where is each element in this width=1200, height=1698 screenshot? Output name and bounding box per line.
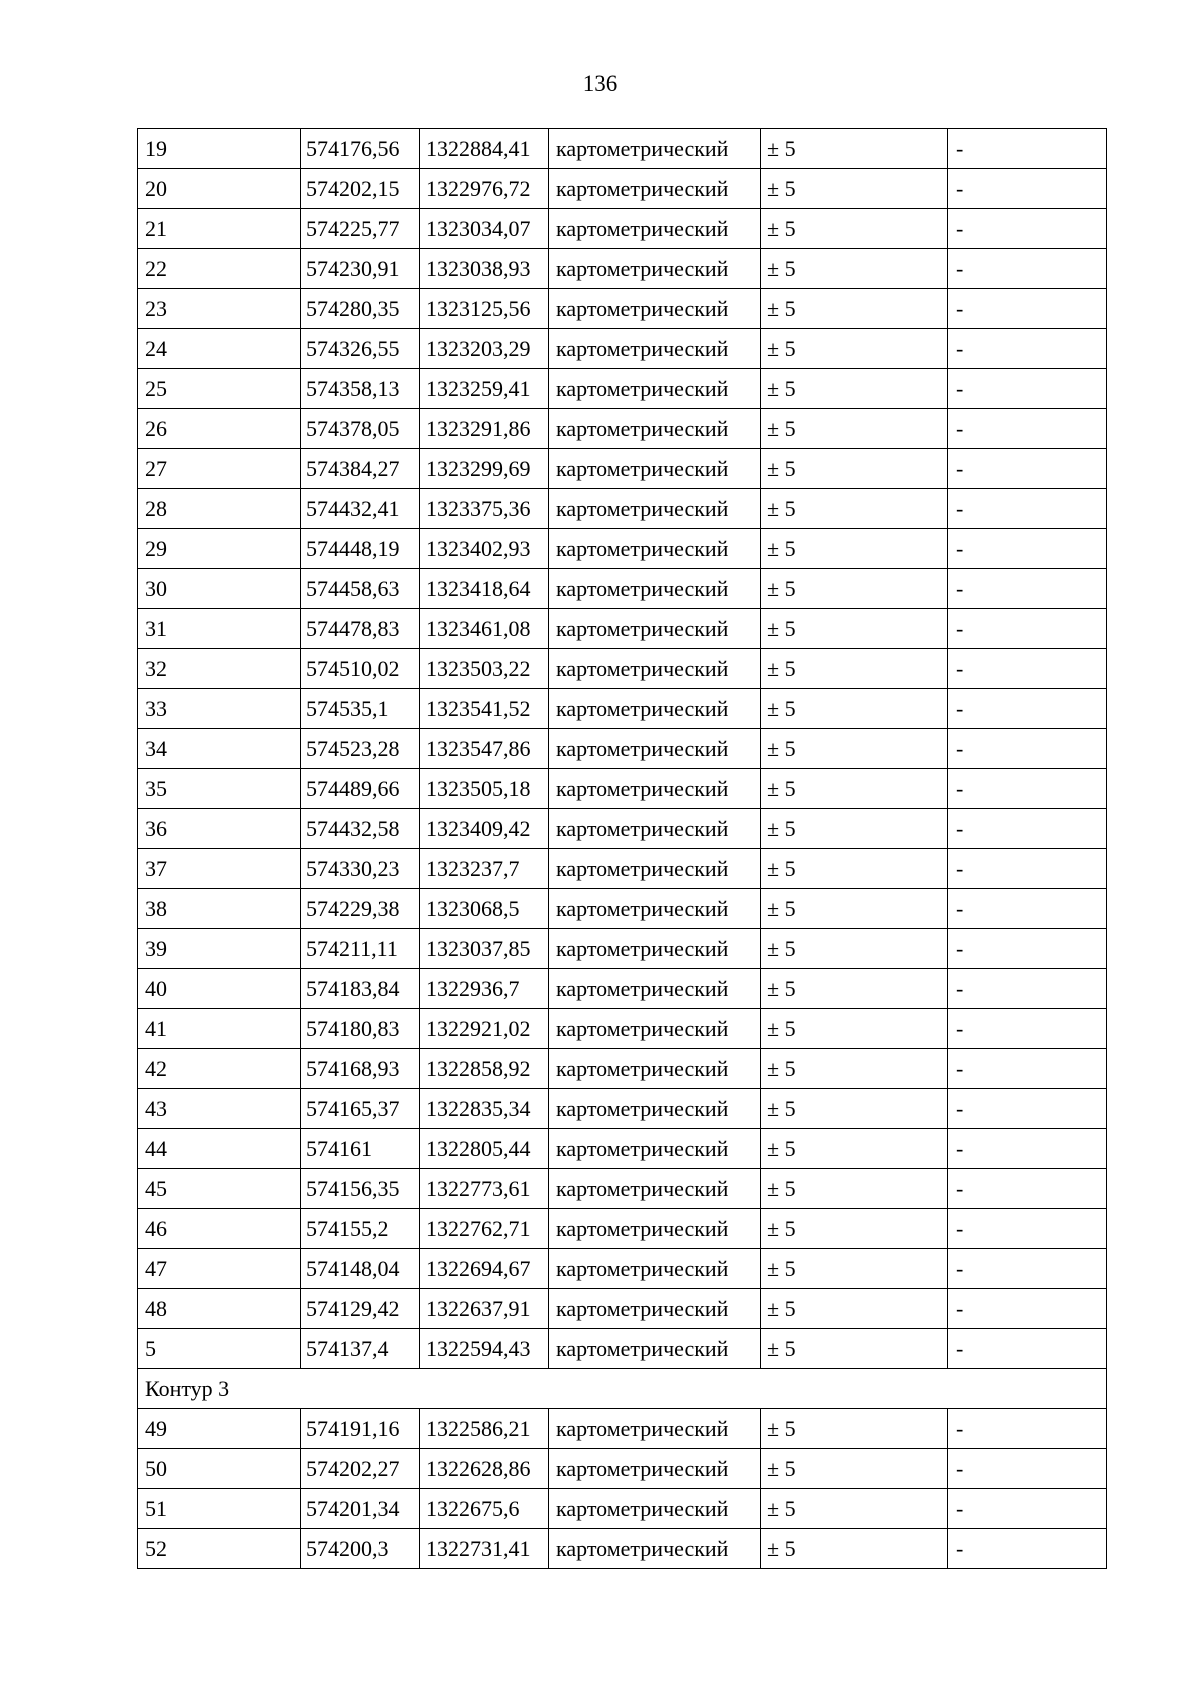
y-coordinate-cell: 1323038,93 xyxy=(420,249,549,289)
method-cell: картометрический xyxy=(549,809,761,849)
x-coordinate-cell: 574176,56 xyxy=(301,129,420,169)
method-cell: картометрический xyxy=(549,889,761,929)
point-number-cell: 36 xyxy=(138,809,301,849)
table-row xyxy=(138,169,1107,209)
y-coordinate-cell: 1323068,5 xyxy=(420,889,549,929)
note-cell: - xyxy=(948,1089,1107,1129)
x-coordinate-cell: 574168,93 xyxy=(301,1049,420,1089)
point-number-cell: 45 xyxy=(138,1169,301,1209)
table-row xyxy=(138,849,1107,889)
point-number-cell: 21 xyxy=(138,209,301,249)
note-cell: - xyxy=(948,129,1107,169)
table-row xyxy=(138,329,1107,369)
accuracy-cell: ± 5 xyxy=(761,1329,948,1369)
table-row xyxy=(138,1089,1107,1129)
method-cell: картометрический xyxy=(549,1209,761,1249)
y-coordinate-cell: 1323547,86 xyxy=(420,729,549,769)
y-coordinate-cell: 1323125,56 xyxy=(420,289,549,329)
table-row xyxy=(138,609,1107,649)
table-row xyxy=(138,1129,1107,1169)
method-cell: картометрический xyxy=(549,1329,761,1369)
y-coordinate-cell: 1322762,71 xyxy=(420,1209,549,1249)
note-cell: - xyxy=(948,1209,1107,1249)
accuracy-cell: ± 5 xyxy=(761,249,948,289)
note-cell: - xyxy=(948,609,1107,649)
x-coordinate-cell: 574432,58 xyxy=(301,809,420,849)
y-coordinate-cell: 1323402,93 xyxy=(420,529,549,569)
x-coordinate-cell: 574180,83 xyxy=(301,1009,420,1049)
point-number-cell: 37 xyxy=(138,849,301,889)
accuracy-cell: ± 5 xyxy=(761,1289,948,1329)
accuracy-cell: ± 5 xyxy=(761,1169,948,1209)
x-coordinate-cell: 574201,34 xyxy=(301,1489,420,1529)
table-row xyxy=(138,1529,1107,1569)
accuracy-cell: ± 5 xyxy=(761,1049,948,1089)
method-cell: картометрический xyxy=(549,249,761,289)
table-row xyxy=(138,1449,1107,1489)
note-cell: - xyxy=(948,1129,1107,1169)
x-coordinate-cell: 574280,35 xyxy=(301,289,420,329)
y-coordinate-cell: 1322835,34 xyxy=(420,1089,549,1129)
point-number-cell: 34 xyxy=(138,729,301,769)
accuracy-cell: ± 5 xyxy=(761,409,948,449)
method-cell: картометрический xyxy=(549,769,761,809)
table-row xyxy=(138,1249,1107,1289)
y-coordinate-cell: 1323291,86 xyxy=(420,409,549,449)
note-cell: - xyxy=(948,969,1107,1009)
point-number-cell: 43 xyxy=(138,1089,301,1129)
point-number-cell: 42 xyxy=(138,1049,301,1089)
x-coordinate-cell: 574155,2 xyxy=(301,1209,420,1249)
note-cell: - xyxy=(948,1489,1107,1529)
table-row xyxy=(138,1169,1107,1209)
method-cell: картометрический xyxy=(549,729,761,769)
accuracy-cell: ± 5 xyxy=(761,649,948,689)
method-cell: картометрический xyxy=(549,1009,761,1049)
method-cell: картометрический xyxy=(549,369,761,409)
x-coordinate-cell: 574200,3 xyxy=(301,1529,420,1569)
note-cell: - xyxy=(948,849,1107,889)
table-row xyxy=(138,569,1107,609)
x-coordinate-cell: 574478,83 xyxy=(301,609,420,649)
coordinates-table xyxy=(137,128,1107,1569)
note-cell: - xyxy=(948,1289,1107,1329)
accuracy-cell: ± 5 xyxy=(761,1529,948,1569)
x-coordinate-cell: 574432,41 xyxy=(301,489,420,529)
x-coordinate-cell: 574183,84 xyxy=(301,969,420,1009)
table-row xyxy=(138,249,1107,289)
y-coordinate-cell: 1323505,18 xyxy=(420,769,549,809)
y-coordinate-cell: 1322976,72 xyxy=(420,169,549,209)
point-number-cell: 25 xyxy=(138,369,301,409)
method-cell: картометрический xyxy=(549,329,761,369)
method-cell: картометрический xyxy=(549,409,761,449)
table-row xyxy=(138,1329,1107,1369)
y-coordinate-cell: 1323418,64 xyxy=(420,569,549,609)
note-cell: - xyxy=(948,889,1107,929)
point-number-cell: 44 xyxy=(138,1129,301,1169)
x-coordinate-cell: 574358,13 xyxy=(301,369,420,409)
table-row xyxy=(138,529,1107,569)
x-coordinate-cell: 574230,91 xyxy=(301,249,420,289)
point-number-cell: 24 xyxy=(138,329,301,369)
note-cell: - xyxy=(948,1169,1107,1209)
y-coordinate-cell: 1322594,43 xyxy=(420,1329,549,1369)
note-cell: - xyxy=(948,1449,1107,1489)
point-number-cell: 46 xyxy=(138,1209,301,1249)
point-number-cell: 41 xyxy=(138,1009,301,1049)
y-coordinate-cell: 1323034,07 xyxy=(420,209,549,249)
point-number-cell: 50 xyxy=(138,1449,301,1489)
note-cell: - xyxy=(948,449,1107,489)
method-cell: картометрический xyxy=(549,1169,761,1209)
point-number-cell: 52 xyxy=(138,1529,301,1569)
x-coordinate-cell: 574378,05 xyxy=(301,409,420,449)
point-number-cell: 33 xyxy=(138,689,301,729)
accuracy-cell: ± 5 xyxy=(761,849,948,889)
x-coordinate-cell: 574211,11 xyxy=(301,929,420,969)
x-coordinate-cell: 574156,35 xyxy=(301,1169,420,1209)
note-cell: - xyxy=(948,649,1107,689)
accuracy-cell: ± 5 xyxy=(761,129,948,169)
section-header-row xyxy=(138,1369,1107,1409)
y-coordinate-cell: 1323037,85 xyxy=(420,929,549,969)
y-coordinate-cell: 1322858,92 xyxy=(420,1049,549,1089)
x-coordinate-cell: 574326,55 xyxy=(301,329,420,369)
point-number-cell: 40 xyxy=(138,969,301,1009)
accuracy-cell: ± 5 xyxy=(761,1449,948,1489)
note-cell: - xyxy=(948,329,1107,369)
y-coordinate-cell: 1323237,7 xyxy=(420,849,549,889)
method-cell: картометрический xyxy=(549,449,761,489)
y-coordinate-cell: 1322936,7 xyxy=(420,969,549,1009)
method-cell: картометрический xyxy=(549,969,761,1009)
accuracy-cell: ± 5 xyxy=(761,1129,948,1169)
point-number-cell: 29 xyxy=(138,529,301,569)
accuracy-cell: ± 5 xyxy=(761,689,948,729)
point-number-cell: 47 xyxy=(138,1249,301,1289)
point-number-cell: 22 xyxy=(138,249,301,289)
method-cell: картометрический xyxy=(549,1049,761,1089)
accuracy-cell: ± 5 xyxy=(761,1409,948,1449)
accuracy-cell: ± 5 xyxy=(761,809,948,849)
table-row xyxy=(138,1489,1107,1529)
accuracy-cell: ± 5 xyxy=(761,1489,948,1529)
method-cell: картометрический xyxy=(549,209,761,249)
accuracy-cell: ± 5 xyxy=(761,569,948,609)
y-coordinate-cell: 1322637,91 xyxy=(420,1289,549,1329)
y-coordinate-cell: 1322628,86 xyxy=(420,1449,549,1489)
accuracy-cell: ± 5 xyxy=(761,609,948,649)
table-row xyxy=(138,649,1107,689)
y-coordinate-cell: 1322731,41 xyxy=(420,1529,549,1569)
table-row xyxy=(138,409,1107,449)
table-row xyxy=(138,729,1107,769)
x-coordinate-cell: 574510,02 xyxy=(301,649,420,689)
note-cell: - xyxy=(948,1329,1107,1369)
method-cell: картометрический xyxy=(549,1489,761,1529)
method-cell: картометрический xyxy=(549,1409,761,1449)
x-coordinate-cell: 574165,37 xyxy=(301,1089,420,1129)
note-cell: - xyxy=(948,1049,1107,1089)
y-coordinate-cell: 1322805,44 xyxy=(420,1129,549,1169)
y-coordinate-cell: 1322884,41 xyxy=(420,129,549,169)
note-cell: - xyxy=(948,1249,1107,1289)
note-cell: - xyxy=(948,489,1107,529)
table-row xyxy=(138,289,1107,329)
note-cell: - xyxy=(948,369,1107,409)
note-cell: - xyxy=(948,809,1107,849)
accuracy-cell: ± 5 xyxy=(761,1009,948,1049)
y-coordinate-cell: 1322773,61 xyxy=(420,1169,549,1209)
accuracy-cell: ± 5 xyxy=(761,729,948,769)
y-coordinate-cell: 1322586,21 xyxy=(420,1409,549,1449)
point-number-cell: 28 xyxy=(138,489,301,529)
accuracy-cell: ± 5 xyxy=(761,969,948,1009)
accuracy-cell: ± 5 xyxy=(761,489,948,529)
point-number-cell: 51 xyxy=(138,1489,301,1529)
method-cell: картометрический xyxy=(549,1449,761,1489)
accuracy-cell: ± 5 xyxy=(761,289,948,329)
table-row xyxy=(138,209,1107,249)
accuracy-cell: ± 5 xyxy=(761,369,948,409)
method-cell: картометрический xyxy=(549,529,761,569)
x-coordinate-cell: 574523,28 xyxy=(301,729,420,769)
x-coordinate-cell: 574137,4 xyxy=(301,1329,420,1369)
coordinates-table-body xyxy=(138,129,1107,1569)
accuracy-cell: ± 5 xyxy=(761,1209,948,1249)
table-row xyxy=(138,489,1107,529)
method-cell: картометрический xyxy=(549,489,761,529)
note-cell: - xyxy=(948,169,1107,209)
note-cell: - xyxy=(948,1529,1107,1569)
y-coordinate-cell: 1323409,42 xyxy=(420,809,549,849)
note-cell: - xyxy=(948,1409,1107,1449)
x-coordinate-cell: 574129,42 xyxy=(301,1289,420,1329)
table-row xyxy=(138,689,1107,729)
point-number-cell: 27 xyxy=(138,449,301,489)
y-coordinate-cell: 1323299,69 xyxy=(420,449,549,489)
method-cell: картометрический xyxy=(549,129,761,169)
note-cell: - xyxy=(948,249,1107,289)
accuracy-cell: ± 5 xyxy=(761,529,948,569)
method-cell: картометрический xyxy=(549,569,761,609)
method-cell: картометрический xyxy=(549,169,761,209)
method-cell: картометрический xyxy=(549,1289,761,1329)
point-number-cell: 32 xyxy=(138,649,301,689)
accuracy-cell: ± 5 xyxy=(761,1249,948,1289)
method-cell: картометрический xyxy=(549,849,761,889)
method-cell: картометрический xyxy=(549,1249,761,1289)
table-row xyxy=(138,129,1107,169)
table-row xyxy=(138,769,1107,809)
table-row xyxy=(138,449,1107,489)
accuracy-cell: ± 5 xyxy=(761,329,948,369)
point-number-cell: 26 xyxy=(138,409,301,449)
table-row xyxy=(138,1209,1107,1249)
x-coordinate-cell: 574489,66 xyxy=(301,769,420,809)
method-cell: картометрический xyxy=(549,1089,761,1129)
point-number-cell: 49 xyxy=(138,1409,301,1449)
table-row xyxy=(138,889,1107,929)
point-number-cell: 19 xyxy=(138,129,301,169)
x-coordinate-cell: 574229,38 xyxy=(301,889,420,929)
y-coordinate-cell: 1323259,41 xyxy=(420,369,549,409)
x-coordinate-cell: 574448,19 xyxy=(301,529,420,569)
method-cell: картометрический xyxy=(549,929,761,969)
table-row xyxy=(138,369,1107,409)
note-cell: - xyxy=(948,569,1107,609)
x-coordinate-cell: 574161 xyxy=(301,1129,420,1169)
x-coordinate-cell: 574148,04 xyxy=(301,1249,420,1289)
x-coordinate-cell: 574330,23 xyxy=(301,849,420,889)
note-cell: - xyxy=(948,729,1107,769)
point-number-cell: 39 xyxy=(138,929,301,969)
accuracy-cell: ± 5 xyxy=(761,449,948,489)
x-coordinate-cell: 574384,27 xyxy=(301,449,420,489)
method-cell: картометрический xyxy=(549,1129,761,1169)
note-cell: - xyxy=(948,529,1107,569)
note-cell: - xyxy=(948,689,1107,729)
point-number-cell: 23 xyxy=(138,289,301,329)
accuracy-cell: ± 5 xyxy=(761,209,948,249)
y-coordinate-cell: 1323503,22 xyxy=(420,649,549,689)
accuracy-cell: ± 5 xyxy=(761,769,948,809)
method-cell: картометрический xyxy=(549,649,761,689)
accuracy-cell: ± 5 xyxy=(761,1089,948,1129)
point-number-cell: 38 xyxy=(138,889,301,929)
table-row xyxy=(138,1409,1107,1449)
x-coordinate-cell: 574202,15 xyxy=(301,169,420,209)
table-row xyxy=(138,929,1107,969)
table-row xyxy=(138,969,1107,1009)
table-row xyxy=(138,1009,1107,1049)
x-coordinate-cell: 574202,27 xyxy=(301,1449,420,1489)
y-coordinate-cell: 1323203,29 xyxy=(420,329,549,369)
table-row xyxy=(138,1289,1107,1329)
point-number-cell: 48 xyxy=(138,1289,301,1329)
x-coordinate-cell: 574225,77 xyxy=(301,209,420,249)
method-cell: картометрический xyxy=(549,609,761,649)
y-coordinate-cell: 1322921,02 xyxy=(420,1009,549,1049)
accuracy-cell: ± 5 xyxy=(761,889,948,929)
y-coordinate-cell: 1323461,08 xyxy=(420,609,549,649)
method-cell: картометрический xyxy=(549,289,761,329)
point-number-cell: 20 xyxy=(138,169,301,209)
method-cell: картометрический xyxy=(549,1529,761,1569)
point-number-cell: 30 xyxy=(138,569,301,609)
accuracy-cell: ± 5 xyxy=(761,929,948,969)
y-coordinate-cell: 1323375,36 xyxy=(420,489,549,529)
x-coordinate-cell: 574535,1 xyxy=(301,689,420,729)
note-cell: - xyxy=(948,1009,1107,1049)
point-number-cell: 35 xyxy=(138,769,301,809)
y-coordinate-cell: 1322675,6 xyxy=(420,1489,549,1529)
note-cell: - xyxy=(948,209,1107,249)
note-cell: - xyxy=(948,769,1107,809)
table-row xyxy=(138,1049,1107,1089)
page-number: 136 xyxy=(582,71,618,96)
point-number-cell: 5 xyxy=(138,1329,301,1369)
y-coordinate-cell: 1323541,52 xyxy=(420,689,549,729)
x-coordinate-cell: 574458,63 xyxy=(301,569,420,609)
section-label: Контур 3 xyxy=(138,1369,1107,1409)
point-number-cell: 31 xyxy=(138,609,301,649)
note-cell: - xyxy=(948,289,1107,329)
note-cell: - xyxy=(948,929,1107,969)
y-coordinate-cell: 1322694,67 xyxy=(420,1249,549,1289)
method-cell: картометрический xyxy=(549,689,761,729)
note-cell: - xyxy=(948,409,1107,449)
x-coordinate-cell: 574191,16 xyxy=(301,1409,420,1449)
accuracy-cell: ± 5 xyxy=(761,169,948,209)
table-row xyxy=(138,809,1107,849)
